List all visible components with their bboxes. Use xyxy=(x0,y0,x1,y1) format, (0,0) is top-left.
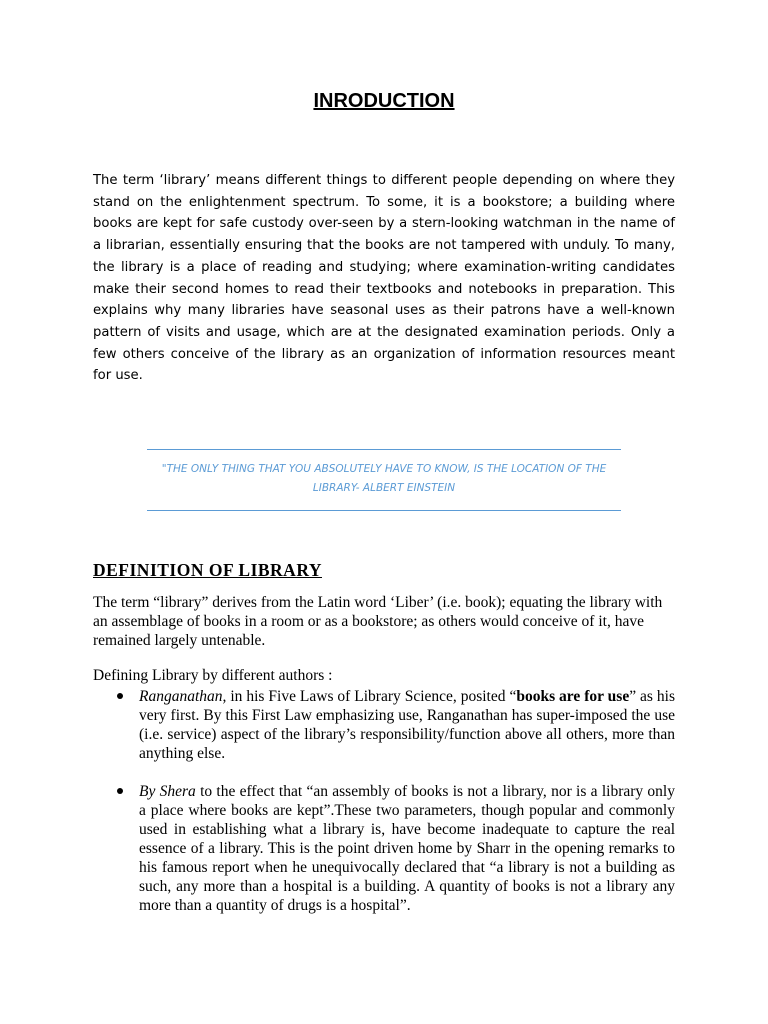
author-name: Ranganathan, xyxy=(139,688,227,705)
bullet-emphasis: books are for use xyxy=(516,688,630,705)
intro-paragraph: The term ‘library’ means different things to different people depending on where they stand on the enlightenment spectrum. To some, it is a bookstore; a building where books are kept for safe custody over-seen by a stern-looking watchman in the name of a librarian, essentially ensuring that the books are not tampered with unduly. To many, the library is a place of reading and studying; where examination-writing candidates make their second homes to read their textbooks and notebooks in preparation. This explains why many libraries have seasonal uses as their patrons have a well-known pattern of visits and usage, which are at the designated examination periods. Only a few others conceive of the library as an organization of information resources meant for use. xyxy=(93,173,675,384)
definition-heading: DEFINITION OF LIBRARY xyxy=(93,560,322,580)
einstein-quote: "THE ONLY THING THAT YOU ABSOLUTELY HAVE TO KNOW, IS THE LOCATION OF THE LIBRARY- ALBERT EINSTEIN xyxy=(161,463,607,494)
bullet-text: ” as his very first. By this First Law emphasizing use, Ranganathan has super-imposed the use (i.e. service) aspect of the library’s responsibility/function above all others, more than anything else. xyxy=(139,688,675,762)
quote-bottom-rule xyxy=(147,510,621,511)
authors-intro: Defining Library by different authors : xyxy=(93,667,333,684)
list-item xyxy=(93,687,675,763)
page-title: INRODUCTION xyxy=(313,90,455,112)
list-item xyxy=(93,782,675,915)
author-definitions-list xyxy=(93,687,675,915)
bullet-text: to the effect that “an assembly of books is not a library, nor is a library only a place where books are kept”.These two parameters, though popular and commonly used in establishing what a library is, have become inadequate to capture the real essence of a library. This is the point driven home by Sharr in the opening remarks to his famous report when he unequivocally declared that “a library is not a building as such, any more than a hospital is a building. A quantity of books is not a library any more than a quantity of drugs is a hospital”. xyxy=(139,783,675,914)
bullet-icon xyxy=(117,693,123,699)
definition-paragraph: The term “library” derives from the Latin word ‘Liber’ (i.e. book); equating the library with an assemblage of books in a room or as a bookstore; as others would conceive of it, have remained largely untenable. xyxy=(93,594,663,649)
bullet-icon xyxy=(117,788,123,794)
quote-top-rule xyxy=(147,449,621,450)
bullet-text: in his Five Laws of Library Science, posited “ xyxy=(226,688,517,705)
author-name: By Shera xyxy=(139,783,196,800)
